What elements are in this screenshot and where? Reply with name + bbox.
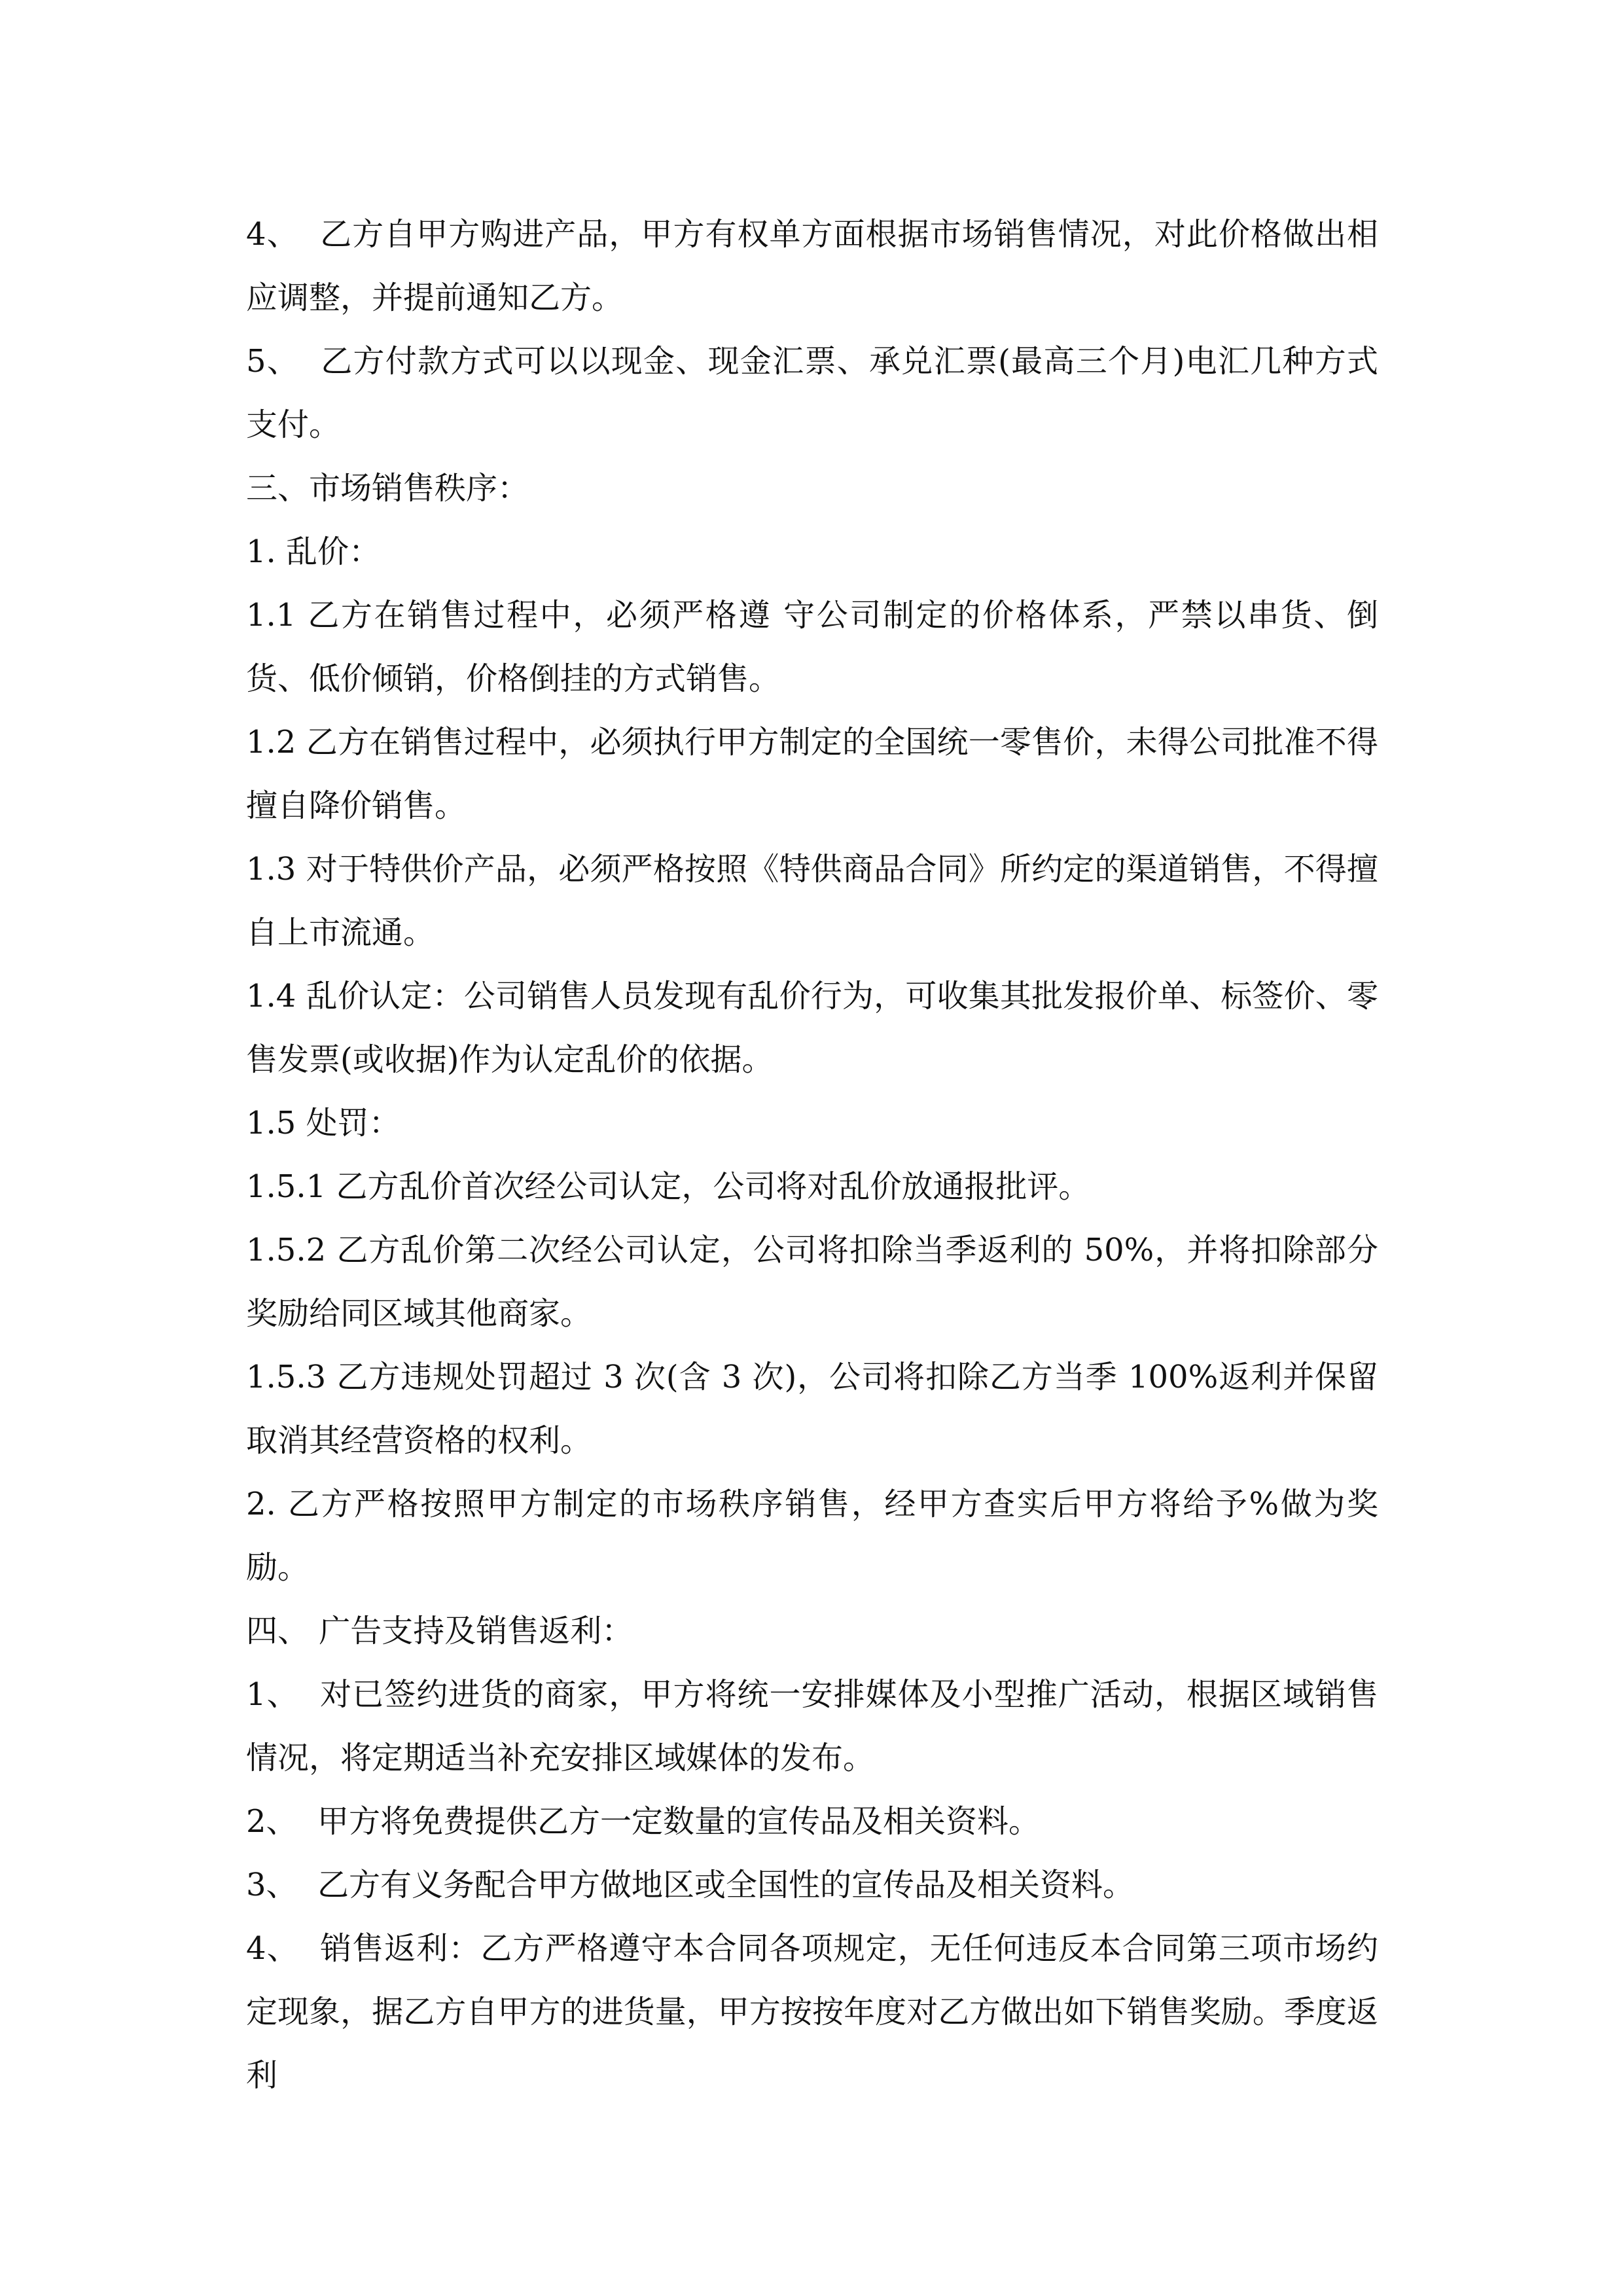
clause-4-price-adjustment: 4、 乙方自甲方购进产品，甲方有权单方面根据市场销售情况，对此价格做出相应调整，并提前通知乙方。	[246, 216, 1378, 316]
clause-ad-1: 1、 对已签约进货的商家，甲方将统一安排媒体及小型推广活动，根据区域销售情况，将定期适当补充安排区域媒体的发布。	[246, 1676, 1378, 1776]
clause-1-1: 1.1 乙方在销售过程中，必须严格遵 守公司制定的价格体系，严禁以串货、倒货、低价倾销，价格倒挂的方式销售。	[246, 597, 1378, 697]
clause-5-payment-method: 5、 乙方付款方式可以以现金、现金汇票、承兑汇票(最高三个月)电汇几种方式支付。	[246, 343, 1378, 443]
clause-1-2: 1.2 乙方在销售过程中，必须执行甲方制定的全国统一零售价，未得公司批准不得擅自降价销售。	[246, 724, 1378, 824]
clause-1-5-2: 1.5.2 乙方乱价第二次经公司认定，公司将扣除当季返利的 50%，并将扣除部分奖励给同区域其他商家。	[246, 1232, 1378, 1332]
section-heading-advertising: 四、 广告支持及销售返利：	[246, 1613, 633, 1649]
clause-1-4: 1.4 乱价认定：公司销售人员发现有乱价行为，可收集其批发报价单、标签价、零售发票(或收据)作为认定乱价的依据。	[246, 978, 1378, 1078]
clause-1-5-1: 1.5.1 乙方乱价首次经公司认定，公司将对乱价放通报批评。	[246, 1168, 1090, 1205]
section-heading-market-order: 三、市场销售秩序：	[246, 470, 529, 507]
subsection-heading-price-disruption: 1. 乱价：	[246, 533, 381, 570]
clause-1-5-3: 1.5.3 乙方违规处罚超过 3 次(含 3 次)，公司将扣除乙方当季 100%返利并保留取消其经营资格的权利。	[246, 1359, 1378, 1459]
clause-ad-3: 3、 乙方有义务配合甲方做地区或全国性的宣传品及相关资料。	[246, 1867, 1135, 1903]
subsection-heading-penalty: 1.5 处罚：	[246, 1105, 401, 1141]
document-page	[246, 203, 1378, 2108]
clause-1-3: 1.3 对于特供价产品，必须严格按照《特供商品合同》所约定的渠道销售，不得擅自上市流通。	[246, 851, 1378, 951]
clause-2-reward: 2. 乙方严格按照甲方制定的市场秩序销售，经甲方查实后甲方将给予%做为奖励。	[246, 1486, 1378, 1586]
clause-ad-4-rebate: 4、 销售返利：乙方严格遵守本合同各项规定，无任何违反本合同第三项市场约定现象，据乙方自甲方的进货量，甲方按按年度对乙方做出如下销售奖励。季度返利	[246, 1930, 1378, 2094]
clause-ad-2: 2、 甲方将免费提供乙方一定数量的宣传品及相关资料。	[246, 1803, 1041, 1840]
